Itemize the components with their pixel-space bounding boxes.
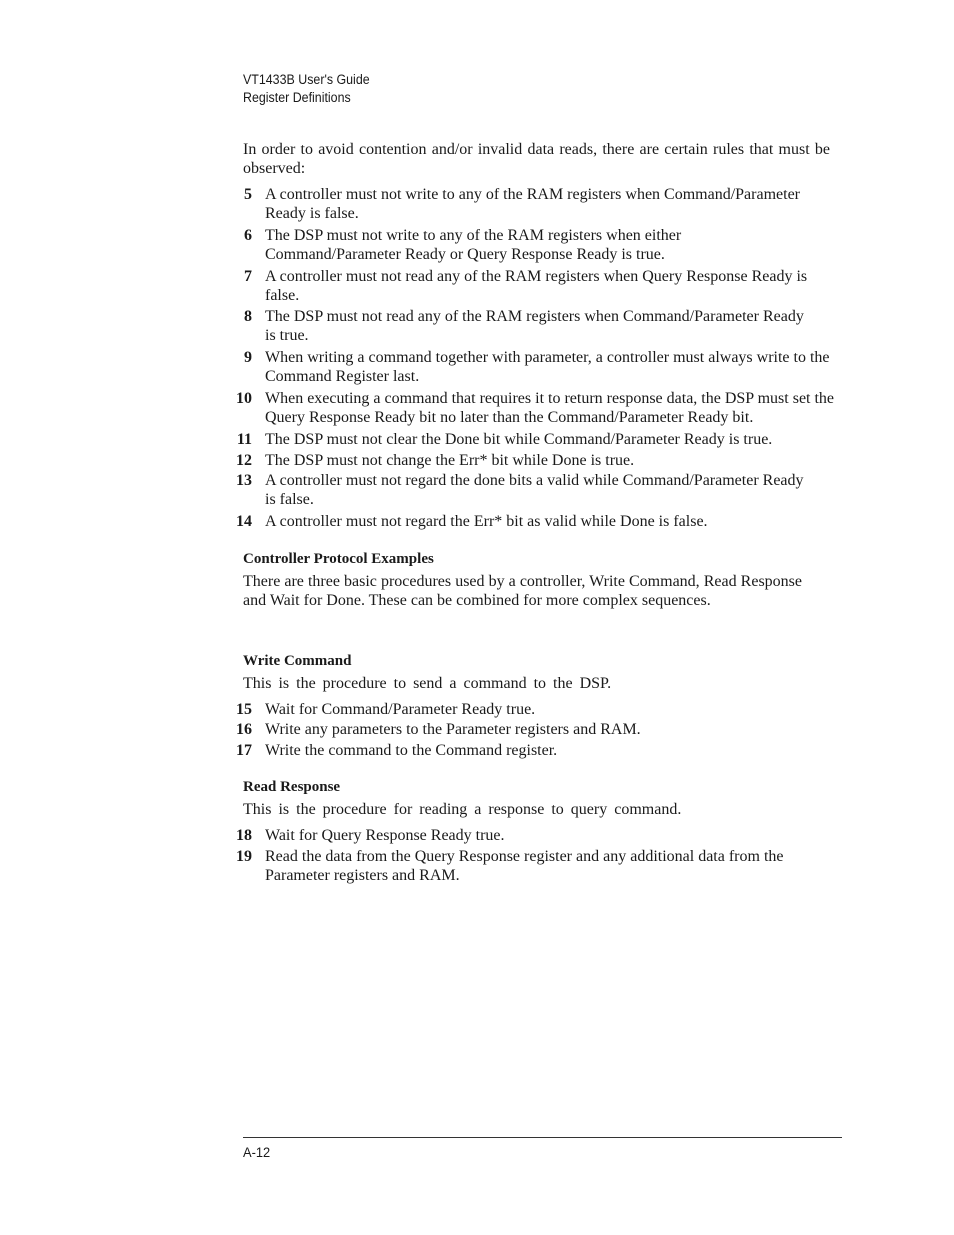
- list-item: [230, 348, 842, 386]
- item-text: A controller must not write to any of the RAM registers when Command/Parameter Ready is false.: [265, 186, 800, 222]
- list-item: [230, 185, 842, 223]
- list-item: [230, 826, 842, 845]
- item-text: When executing a command that requires it to return response data, the DSP must set the Query Response Ready bit no later than the Command/Parameter Ready bit.: [265, 390, 835, 426]
- list-item: [230, 451, 842, 470]
- running-header: [243, 71, 370, 107]
- item-number: 11: [236, 431, 252, 448]
- examples-paragraph: There are three basic procedures used by a controller, Write Command, Read Response and Wait for Done. These can be combined for more complex sequences.: [243, 573, 802, 609]
- list-item: [230, 741, 842, 760]
- item-number: 12: [236, 452, 252, 469]
- item-number: 14: [236, 513, 252, 530]
- list-item: [230, 389, 842, 427]
- item-text: When writing a command together with parameter, a controller must always write to the Command Register last.: [265, 349, 830, 385]
- subsection-heading: Read Response: [243, 779, 341, 795]
- item-number: 8: [244, 308, 252, 325]
- list-item: [230, 847, 842, 885]
- item-text: Write the command to the Command register.: [265, 742, 558, 759]
- item-text: Wait for Query Response Ready true.: [265, 827, 505, 844]
- section-heading: Controller Protocol Examples: [243, 551, 434, 567]
- page-number: A-12: [243, 1144, 271, 1160]
- item-number: 18: [236, 827, 252, 844]
- item-number: 17: [236, 742, 252, 759]
- document-title: VT1433B User's Guide: [243, 72, 370, 87]
- list-item: [230, 700, 842, 719]
- section-title: Register Definitions: [243, 90, 351, 105]
- item-number: 16: [236, 721, 252, 738]
- item-number: 10: [236, 390, 252, 407]
- item-text: Wait for Command/Parameter Ready true.: [265, 701, 536, 718]
- list-item: [230, 471, 842, 509]
- read-response-paragraph: This is the procedure for reading a response to query command.: [243, 801, 682, 818]
- item-text: The DSP must not read any of the RAM registers when Command/Parameter Ready is true.: [265, 308, 804, 344]
- item-number: 19: [236, 848, 252, 865]
- footer-divider: [243, 1137, 842, 1138]
- list-item: [230, 430, 842, 449]
- item-text: Write any parameters to the Parameter registers and RAM.: [265, 721, 641, 738]
- item-number: 7: [244, 268, 252, 285]
- write-command-paragraph: This is the procedure to send a command to the DSP.: [243, 675, 612, 692]
- list-item: [230, 267, 842, 305]
- item-text: The DSP must not clear the Done bit while Command/Parameter Ready is true.: [265, 431, 773, 448]
- item-text: Read the data from the Query Response register and any additional data from the Parameter registers and RAM.: [265, 848, 784, 884]
- item-number: 6: [244, 227, 252, 244]
- item-text: A controller must not read any of the RAM registers when Query Response Ready is false.: [265, 268, 808, 304]
- intro-paragraph: In order to avoid contention and/or invalid data reads, there are certain rules that must be observed:: [243, 141, 830, 177]
- list-item: [230, 720, 842, 739]
- item-text: A controller must not regard the Err* bit as valid while Done is false.: [265, 513, 708, 530]
- list-item: [230, 512, 842, 531]
- item-number: 15: [236, 701, 252, 718]
- item-text: The DSP must not change the Err* bit while Done is true.: [265, 452, 635, 469]
- item-text: The DSP must not write to any of the RAM registers when either Command/Parameter Ready or Query Response Ready is true.: [265, 227, 682, 263]
- list-item: [230, 307, 842, 345]
- item-number: 13: [236, 472, 252, 489]
- item-number: 5: [244, 186, 252, 203]
- item-number: 9: [244, 349, 252, 366]
- item-text: A controller must not regard the done bits a valid while Command/Parameter Ready is false.: [265, 472, 804, 508]
- subsection-heading: Write Command: [243, 653, 352, 669]
- list-item: [230, 226, 842, 264]
